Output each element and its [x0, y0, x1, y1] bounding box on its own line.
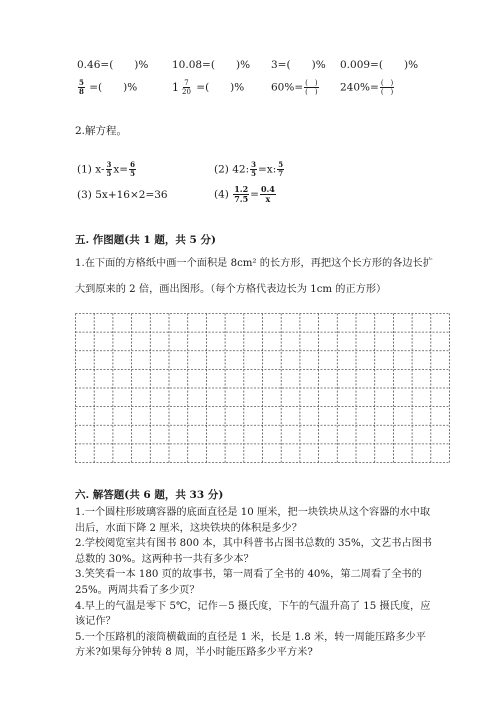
grid-paper[interactable]	[75, 313, 450, 463]
equation-4	[214, 185, 277, 204]
expr: 42:	[232, 163, 250, 176]
answer-blank[interactable]: ( )	[98, 81, 128, 94]
answer-blank[interactable]: ( )	[210, 59, 241, 71]
equation-2	[214, 161, 285, 178]
equation-1	[77, 161, 137, 178]
conversion-item-5	[77, 79, 137, 96]
expr: 5x+16×2=36	[95, 189, 168, 201]
question-line: 3.笑笑看一本 180 页的故事书，第一周看了全书的 40%，第二周看了全书的	[75, 569, 422, 581]
conversion-item-4	[340, 58, 418, 72]
percent-sign: %	[234, 81, 245, 94]
conversion-item-7	[271, 79, 320, 96]
section-title: 2.解方程。	[75, 125, 128, 137]
answer-blank[interactable]: ( )	[286, 59, 316, 71]
mixed-number: 1 $\frac{7}{20}$	[172, 79, 191, 96]
conversion-item-3	[271, 58, 326, 72]
question-line: 方米?如果每分钟转 8 周，半小时能压路多少平方米?	[75, 647, 313, 659]
percent-sign: %	[138, 59, 149, 71]
fraction: $\frac{3}{5}$	[106, 160, 112, 178]
fraction: $\frac{1.2}{7.5}$	[234, 184, 249, 204]
expr: 60%=	[271, 81, 304, 94]
item-label: (2)	[214, 163, 229, 176]
percent-sign: %	[315, 59, 326, 71]
section-heading: 六. 解答题(共 6 题，共 33 分)	[75, 489, 224, 501]
equals-sign: =	[89, 81, 99, 94]
percent-sign: %	[408, 59, 419, 71]
question-line: 5.一个压路机的滚筒横截面的直径是 1 米，长是 1.8 米，转一周能压路多少平	[75, 631, 426, 643]
fraction: $\frac{5}{8}$	[79, 78, 84, 96]
expr: x=	[113, 163, 129, 176]
expr: =x:	[258, 163, 277, 176]
question-line: 25%。两周共看了多少页？	[75, 584, 200, 596]
answer-blank[interactable]: ( )	[205, 81, 235, 94]
item-label: (3)	[77, 189, 92, 201]
fraction: $\frac{0.4}{x}$	[260, 184, 275, 204]
expr: 0.46=	[77, 59, 110, 71]
expr: x-	[95, 163, 105, 176]
expr: 3=	[271, 59, 287, 71]
answer-blank[interactable]: ( )	[109, 59, 139, 71]
question-line: 4.早上的气温是零下 5℃，记作－5 摄氏度，下午的气温升高了 15 摄氏度，应	[75, 600, 431, 612]
equals-sign: =	[250, 188, 259, 201]
question-line: 出后，水面下降 2 厘米，这块铁块的体积是多少？	[75, 522, 302, 534]
item-label: (4)	[214, 188, 229, 201]
question-text: 大到原来的 2 倍，画出图形。（每个方格代表边长为 1cm 的正方形）	[75, 284, 387, 295]
percent-sign: %	[127, 81, 138, 94]
percent-sign: %	[240, 59, 251, 71]
question-line: 该记作？	[75, 616, 116, 628]
equation-3	[77, 188, 168, 202]
question-line: 2.学校阅览室共有图书 800 本，其中科普书占图书总数的 35%，文艺书占图书	[75, 538, 432, 550]
conversion-item-2	[172, 58, 250, 72]
equals-sign: =	[196, 81, 206, 94]
answer-blank[interactable]: ( )	[378, 59, 409, 71]
conversion-item-8	[340, 79, 395, 96]
answer-fraction-blank[interactable]: $\frac{( )}{( )}$	[305, 79, 318, 96]
fraction: $\frac{3}{5}$	[251, 160, 256, 178]
questions-block	[75, 505, 435, 661]
question-line: 总数的 30%。这两种书一共有多少本？	[75, 553, 254, 565]
answer-fraction-blank[interactable]: $\frac{( )}{( )}$	[380, 79, 394, 96]
item-label: (1)	[77, 163, 92, 176]
expr: 240%=	[340, 81, 379, 94]
expr: 10.08=	[172, 59, 211, 71]
fraction: $\frac{6}{5}$	[130, 160, 135, 178]
conversion-item-1	[77, 58, 148, 72]
fraction: $\frac{5}{7}$	[278, 160, 284, 178]
expr: 0.009=	[340, 59, 379, 71]
section-heading: 五. 作图题(共 1 题，共 5 分)	[75, 234, 216, 246]
conversion-item-6	[172, 79, 244, 96]
question-text: 1.在下面的方格纸中画一个面积是 8cm² 的长方形，再把这个长方形的各边长扩	[75, 258, 433, 269]
question-line: 1.一个圆柱形玻璃容器的底面直径是 10 厘米，把一块铁块从这个容器的水中取	[75, 507, 431, 518]
